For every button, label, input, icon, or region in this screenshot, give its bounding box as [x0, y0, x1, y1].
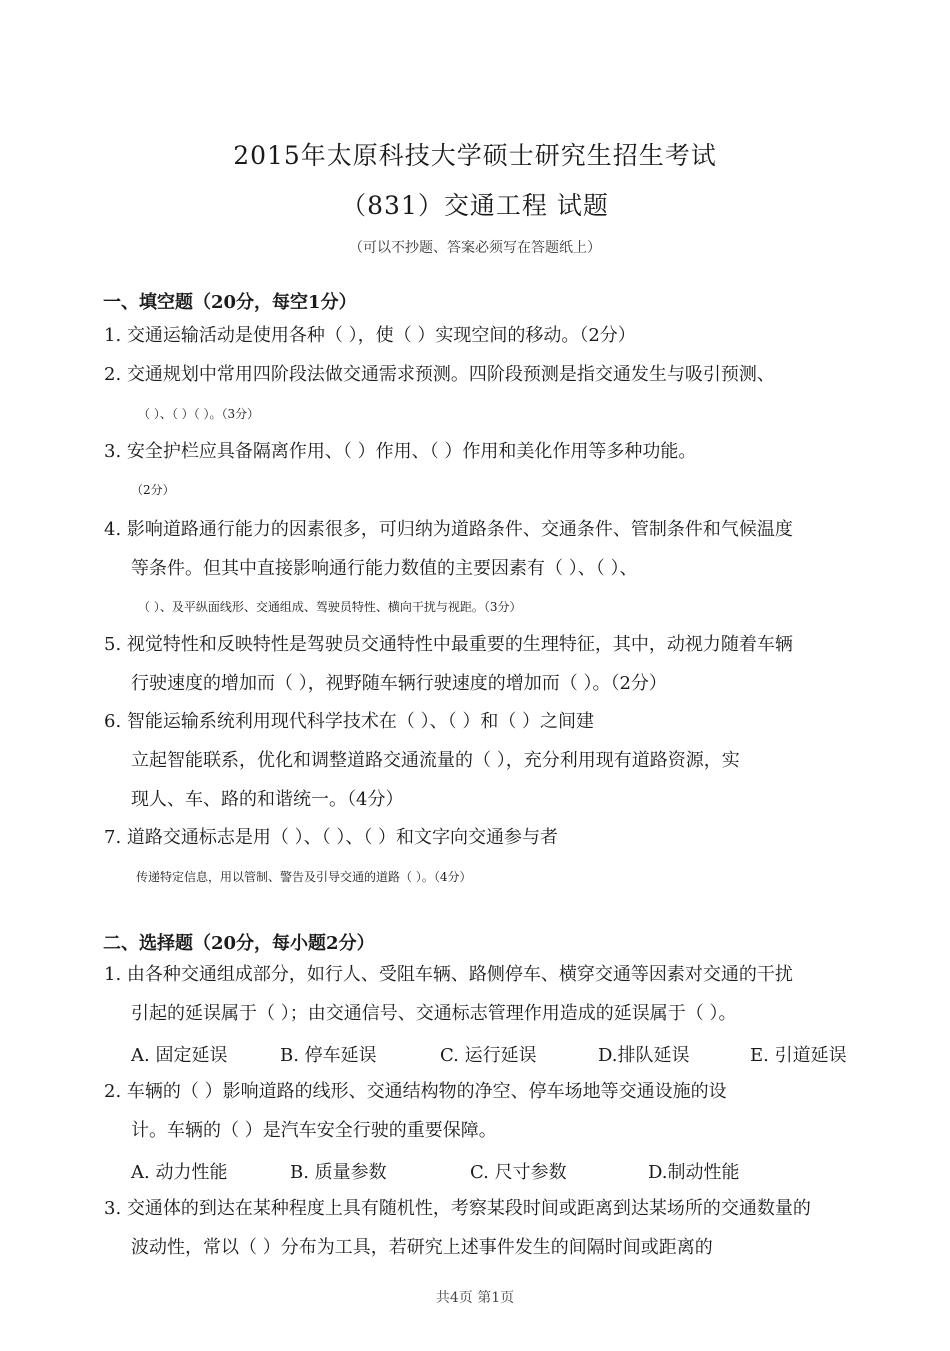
question-line: （2分）	[131, 483, 175, 497]
question-line: 3. 交通体的到达在某种程度上具有随机性，考察某段时间或距离到达某场所的交通数量的	[104, 1198, 811, 1219]
question-line: 传递特定信息，用以管制、警告及引导交通的道路（ ）。（4分）	[136, 870, 472, 884]
question-line: 波动性，常以（ ）分布为工具，若研究上述事件发生的间隔时间或距离的	[131, 1237, 713, 1258]
section-heading-fill-blank: 一、填空题（20分，每空1分）	[103, 292, 357, 313]
question-line: 1. 由各种交通组成部分，如行人、受阻车辆、路侧停车、横穿交通等因素对交通的干扰	[104, 964, 793, 985]
question-line: 计。车辆的（ ）是汽车安全行驶的重要保障。	[131, 1120, 497, 1141]
option-a: A. 固定延误	[131, 1045, 228, 1066]
question-line: 1. 交通运输活动是使用各种（ ），使（ ）实现空间的移动。（2分）	[104, 325, 636, 346]
question-line: 行驶速度的增加而（ ），视野随车辆行驶速度的增加而（ ）。（2分）	[131, 673, 667, 694]
question-line: 引起的延误属于（ ）；由交通信号、交通标志管理作用造成的延误属于（ ）。	[131, 1003, 737, 1024]
option-d: D.制动性能	[648, 1162, 740, 1183]
question-line: （ ）、（ ）（ ）。（3分）	[138, 407, 260, 421]
exam-note: （可以不抄题、答案必须写在答题纸上）	[349, 240, 601, 256]
option-b: B. 质量参数	[290, 1162, 387, 1183]
page-footer: 共4页 第1页	[435, 1290, 515, 1306]
question-line: 6. 智能运输系统利用现代科学技术在（ ）、（ ）和（ ）之间建	[104, 711, 595, 732]
question-line: 3. 安全护栏应具备隔离作用、（ ）作用、（ ）作用和美化作用等多种功能。	[104, 441, 697, 462]
question-line: 4. 影响道路通行能力的因素很多，可归纳为道路条件、交通条件、管制条件和气候温度	[104, 519, 793, 540]
question-line: 7. 道路交通标志是用（ ）、（ ）、（ ）和文字向交通参与者	[104, 827, 559, 848]
section-heading-multiple-choice: 二、选择题（20分，每小题2分）	[103, 933, 375, 954]
option-c: C. 尺寸参数	[470, 1162, 567, 1183]
option-b: B. 停车延误	[280, 1045, 377, 1066]
question-line: 5. 视觉特性和反映特性是驾驶员交通特性中最重要的生理特征，其中，动视力随着车辆	[104, 634, 793, 655]
exam-subtitle: （831）交通工程 试题	[341, 191, 609, 220]
option-e: E. 引道延误	[750, 1045, 847, 1066]
exam-title: 2015年太原科技大学硕士研究生招生考试	[233, 141, 717, 170]
question-line: 2. 车辆的（ ）影响道路的线形、交通结构物的净空、停车场地等交通设施的设	[104, 1081, 727, 1102]
option-c: C. 运行延误	[440, 1045, 537, 1066]
option-a: A. 动力性能	[131, 1162, 228, 1183]
question-line: 现人、车、路的和谐统一。（4分）	[131, 789, 404, 810]
question-line: 立起智能联系，优化和调整道路交通流量的（ ），充分利用现有道路资源，实	[131, 750, 740, 771]
question-line: 等条件。但其中直接影响通行能力数值的主要因素有（ ）、（ ）、	[131, 558, 638, 579]
question-line: 2. 交通规划中常用四阶段法做交通需求预测。四阶段预测是指交通发生与吸引预测、	[104, 364, 775, 385]
option-d: D.排队延误	[598, 1045, 690, 1066]
question-line: （ ）、及平纵面线形、交通组成、驾驶员特性、横向干扰与视距。（3分）	[138, 600, 522, 614]
